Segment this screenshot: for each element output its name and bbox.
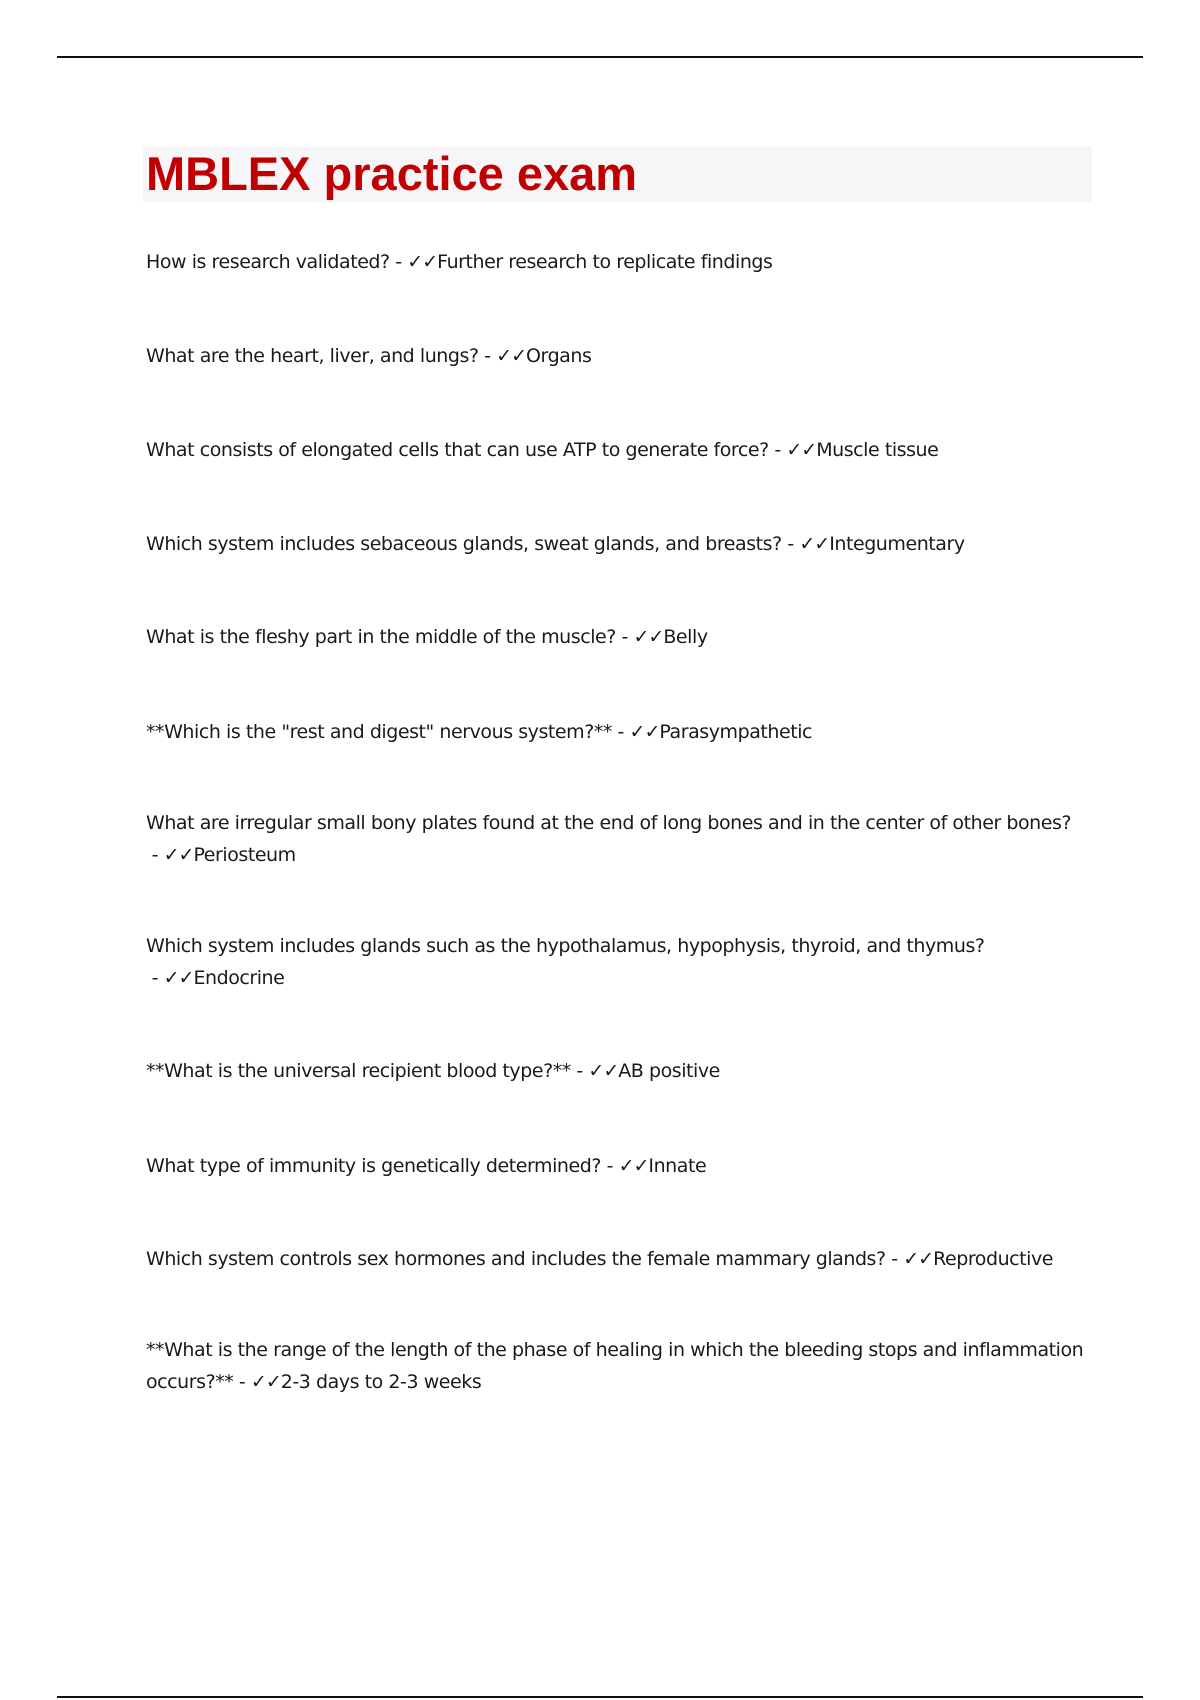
double-check-icon: ✓✓ [163,967,194,989]
separator: - [615,626,634,648]
answer-text: Integumentary [829,533,965,555]
answer-text: AB positive [618,1060,720,1082]
qa-item [146,716,1096,748]
double-check-icon: ✓✓ [163,844,194,866]
separator: - [146,967,164,989]
question-text: What consists of elongated cells that can use ATP to generate force? [146,439,769,461]
answer-text: Organs [526,345,592,367]
bottom-rule [57,1696,1143,1698]
qa-item [146,1150,1096,1182]
answer-text: Innate [648,1155,707,1177]
answer-text: Endocrine [193,967,285,989]
page-title: MBLEX practice exam [146,147,638,200]
separator: - [233,1371,251,1393]
qa-item [146,621,1096,653]
question-text: Which system includes sebaceous glands, sweat glands, and breasts? [146,533,782,555]
answer-text: 2-3 days to 2-3 weeks [280,1371,482,1393]
qa-item [146,1243,1096,1275]
qa-item [146,528,1096,560]
answer-text: Periosteum [193,844,296,866]
separator: - [885,1248,904,1270]
qa-item [146,434,1096,466]
question-text: What are the heart, liver, and lungs? [146,345,479,367]
separator: - [570,1060,589,1082]
separator: - [768,439,787,461]
question-text: **What is the universal recipient blood type?** [146,1060,571,1082]
question-text: Which system controls sex hormones and includes the female mammary glands? [146,1248,886,1270]
separator: - [146,844,164,866]
answer-text: Reproductive [933,1248,1054,1270]
separator: - [611,721,630,743]
double-check-icon: ✓✓ [903,1248,934,1270]
double-check-icon: ✓✓ [250,1371,281,1393]
question-text: **What is the range of the length of the phase of healing in which the bleeding stops and inflammation occurs?** [146,1339,1084,1393]
separator: - [389,251,408,273]
answer-text: Further research to replicate findings [437,251,773,273]
question-text: What is the fleshy part in the middle of the muscle? [146,626,616,648]
double-check-icon: ✓✓ [618,1155,649,1177]
qa-item [146,340,1096,372]
double-check-icon: ✓✓ [588,1060,619,1082]
double-check-icon: ✓✓ [496,345,527,367]
double-check-icon: ✓✓ [407,251,438,273]
qa-item [146,1334,1096,1398]
separator: - [478,345,497,367]
answer-text: Muscle tissue [816,439,939,461]
question-text: What are irregular small bony plates found at the end of long bones and in the center of other bones? [146,812,1072,834]
question-text: Which system includes glands such as the hypothalamus, hypophysis, thyroid, and thymus? [146,935,985,957]
question-text: **Which is the "rest and digest" nervous system?** [146,721,612,743]
double-check-icon: ✓✓ [786,439,817,461]
top-rule [57,56,1143,58]
qa-item [146,246,1096,278]
qa-item [146,807,1096,871]
double-check-icon: ✓✓ [633,626,664,648]
qa-item [146,1055,1096,1087]
double-check-icon: ✓✓ [799,533,830,555]
separator: - [600,1155,619,1177]
question-text: How is research validated? [146,251,390,273]
question-text: What type of immunity is genetically determined? [146,1155,601,1177]
separator: - [781,533,800,555]
answer-text: Parasympathetic [659,721,813,743]
double-check-icon: ✓✓ [629,721,660,743]
answer-text: Belly [663,626,708,648]
qa-item [146,930,1096,994]
